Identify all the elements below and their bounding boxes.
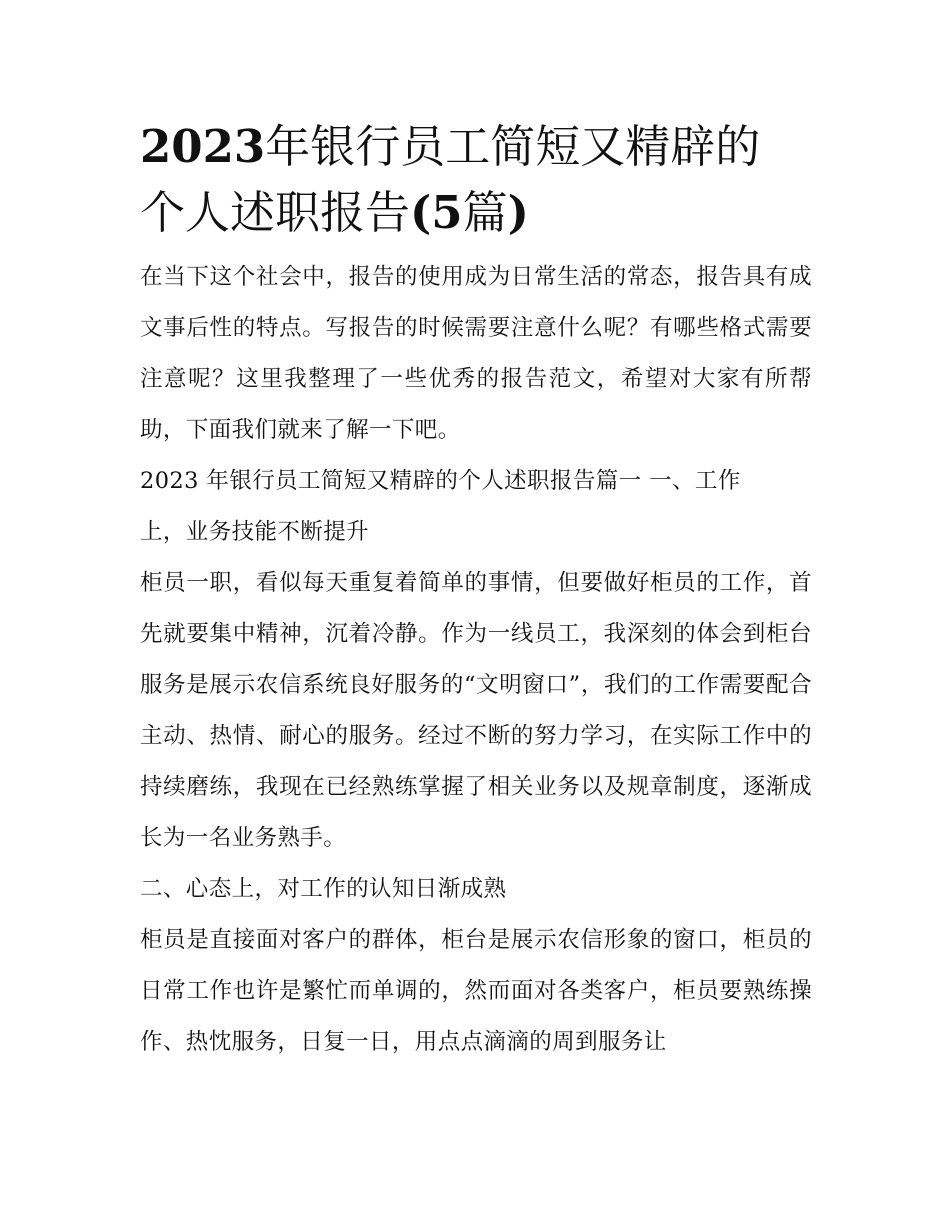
title-count: (5	[410, 186, 463, 239]
section-1-heading-line-1: 2023 年银行员工简短又精辟的个人述职报告篇一 一、工作	[140, 468, 741, 494]
section-2-paragraph: 柜员是直接面对客户的群体，柜台是展示农信形象的窗口，柜员的日常工作也许是繁忙而单调的，然而面对各类客户，柜员要熟练操作、热忱服务，日复一日，用点点滴滴的周到服务让	[140, 927, 812, 1055]
title-line-2	[140, 180, 812, 246]
document-body	[140, 114, 812, 1068]
title-text-2: 个人述职报告	[140, 186, 411, 239]
intro-paragraph: 在当下这个社会中，报告的使用成为日常生活的常态，报告具有成文事后性的特点。写报告的时候需要注意什么呢？有哪些格式需要注意呢？这里我整理了一些优秀的报告范文，希望对大家有所帮助，下面我们就来了解一下吧。	[140, 264, 812, 443]
title-year: 2023	[140, 120, 266, 173]
section-1-paragraph: 柜员一职，看似每天重复着简单的事情，但要做好柜员的工作，首先就要集中精神，沉着冷静。作为一线员工，我深刻的体会到柜台服务是展示农信系统良好服务的“文明窗口”，我们的工作需要配合主动、热情、耐心的服务。经过不断的努力学习，在实际工作中的持续磨练，我现在已经熟练掌握了相关业务以及规章制度，逐渐成长为一名业务熟手。	[140, 570, 812, 851]
document-title	[140, 114, 812, 246]
title-text-1: 年银行员工简短又精辟的	[265, 120, 761, 173]
title-pian: 篇	[462, 186, 508, 239]
title-line-1	[140, 114, 812, 180]
title-close-paren: )	[507, 186, 529, 239]
section-1-heading-line-2: 上，业务技能不断提升	[140, 519, 370, 545]
section-2-heading: 二、心态上，对工作的认知日渐成熟	[140, 876, 507, 902]
